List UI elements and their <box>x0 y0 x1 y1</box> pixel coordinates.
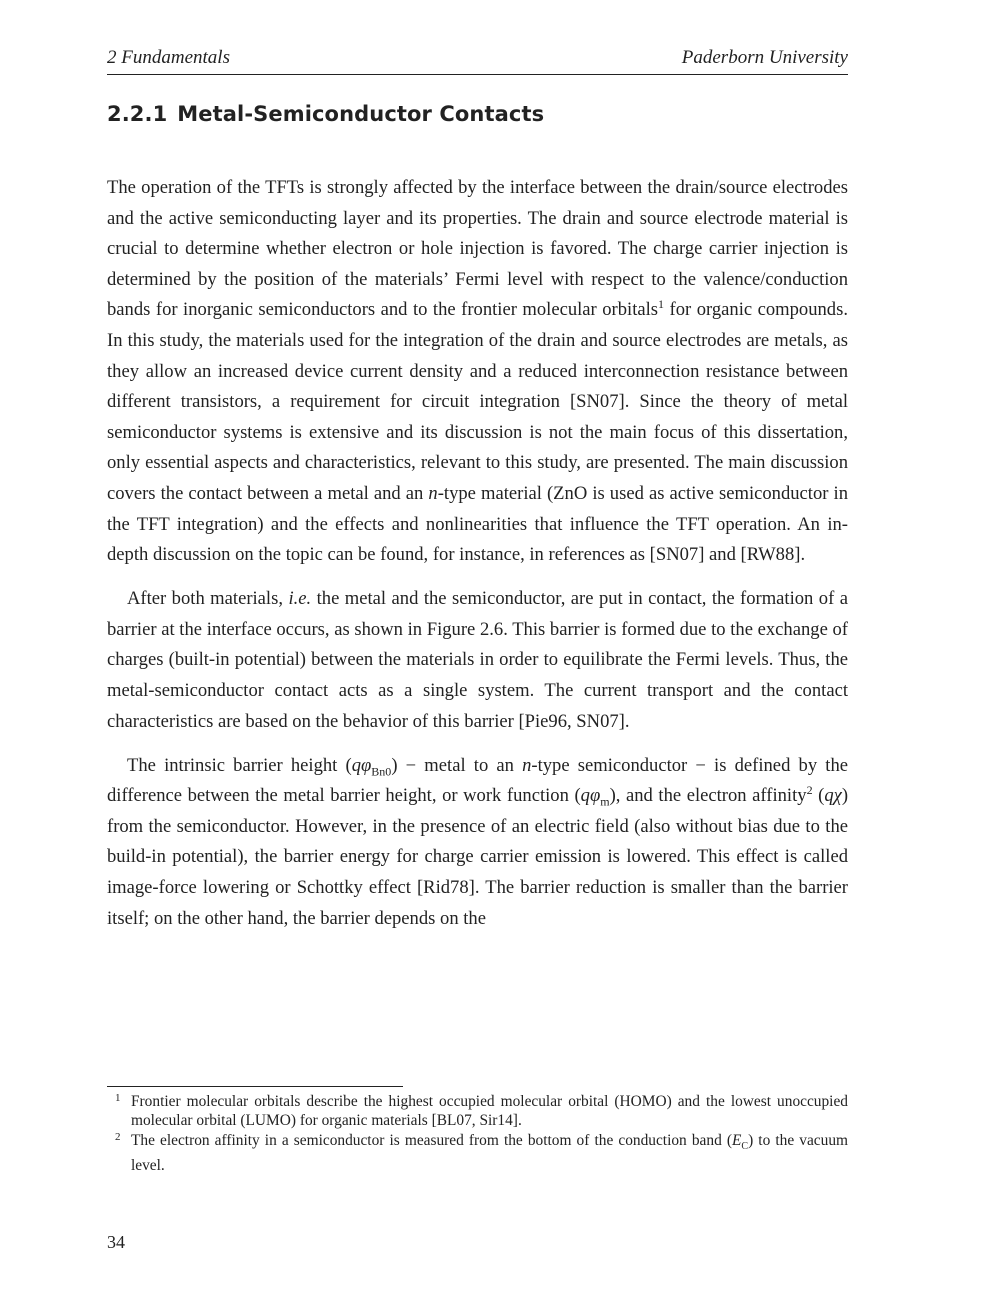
p2-italic-ie: i.e. <box>288 588 312 610</box>
footnote-1-text: Frontier molecular orbitals describe the highest occupied molecular orbital (HOMO) and the lowest unoccupied molecular orbital (LUMO) for organic materials [BL07, Sir14]. <box>131 1093 848 1130</box>
paragraph-2 <box>107 584 848 737</box>
p3-subscript-bn0: Bn0 <box>371 764 392 779</box>
p3-symbol-q-chi: qχ <box>824 785 842 807</box>
paragraph-1 <box>107 173 848 571</box>
running-header <box>107 44 848 75</box>
body-text <box>107 173 848 948</box>
p1-text-c: -type material (ZnO is used as active semiconductor in the TFT integration) and the effects and nonlinearities that influence the TFT operation. An in-depth discussion on the topic can be found, for instance, in references as [SN07] and [RW88]. <box>107 482 848 566</box>
footnote-2-text-b: ) to the vacuum level. <box>131 1131 848 1175</box>
header-chapter: 2 Fundamentals <box>107 47 230 68</box>
p3-text-a: The intrinsic barrier height ( <box>127 754 352 776</box>
p3-symbol-q-phi-m: qφ <box>580 785 601 807</box>
footnote-2-symbol-e: E <box>732 1131 742 1149</box>
p3-symbol-q-phi: qφ <box>351 754 372 776</box>
footnote-ref-2[interactable]: 2 <box>806 783 813 798</box>
p3-italic-n: n <box>522 754 532 776</box>
p1-text-a: The operation of the TFTs is strongly affected by the interface between the drain/source electrodes and the active semiconducting layer and its properties. The drain and source electrode material is crucial to determine whether electron or hole injection is favored. The charge carrier injection is determined by the position of the materials’ Fermi level with respect to the valence/conduction bands for inorganic semiconductors and to the frontier molecular orbitals <box>107 177 848 321</box>
footnote-2 <box>107 1131 848 1176</box>
p3-text-b: ) − metal to an <box>391 754 523 776</box>
footnote-2-subscript-c: C <box>741 1140 749 1152</box>
p3-text-e: ( <box>812 785 825 807</box>
section-heading <box>107 102 544 126</box>
footnotes <box>107 1092 848 1176</box>
footnote-ref-1[interactable]: 1 <box>658 297 665 312</box>
p2-text-b: the metal and the semiconductor, are put in contact, the formation of a barrier at the interface occurs, as shown in Figure 2.6. This barrier is formed due to the exchange of charges (built-in potential) between the materials in order to equilibrate the Fermi levels. Thus, the metal-semiconductor contact acts as a single system. The current transport and the contact characteristics are based on the behavior of this barrier [Pie96, SN07]. <box>107 588 848 732</box>
p3-text-c: -type semiconductor − is defined by the difference between the metal barrier height, or work function ( <box>107 754 848 807</box>
p3-text-f: ) from the semiconductor. However, in the presence of an electric field (also without bias due to the build-in potential), the barrier energy for charge carrier emission is lowered. This effect is called image-force lowering or Schottky effect [Rid78]. The barrier reduction is smaller than the barrier itself; on the other hand, the barrier depends on the <box>107 785 849 929</box>
p1-text-b: for organic compounds. In this study, the materials used for the integration of the drain and source electrodes are metals, as they allow an increased device current density and a reduced interconnection resistance between different transistors, a requirement for circuit integration [SN07]. Since the theory of metal semiconductor systems is extensive and its discussion is not the main focus of this dissertation, only essential aspects and characteristics, relevant to this study, are presented. The main discussion covers the contact between a metal and an <box>107 299 848 504</box>
p3-text-d: ), and the electron affinity <box>609 785 807 807</box>
footnote-1 <box>107 1092 848 1131</box>
page-number: 34 <box>107 1232 125 1252</box>
footnote-2-mark: 2 <box>115 1130 121 1143</box>
footnote-divider <box>107 1086 403 1087</box>
p3-subscript-m: m <box>600 795 610 809</box>
footnote-1-mark: 1 <box>115 1092 121 1104</box>
section-title-text: Metal-Semiconductor Contacts <box>177 102 545 126</box>
p2-text-a: After both materials, <box>127 588 289 610</box>
paragraph-3 <box>107 751 848 935</box>
section-number: 2.2.1 <box>107 102 168 126</box>
p1-italic-n: n <box>428 482 438 504</box>
footnote-2-text-a: The electron affinity in a semiconductor is measured from the bottom of the conduction band ( <box>131 1131 732 1149</box>
header-institution: Paderborn University <box>681 47 848 68</box>
